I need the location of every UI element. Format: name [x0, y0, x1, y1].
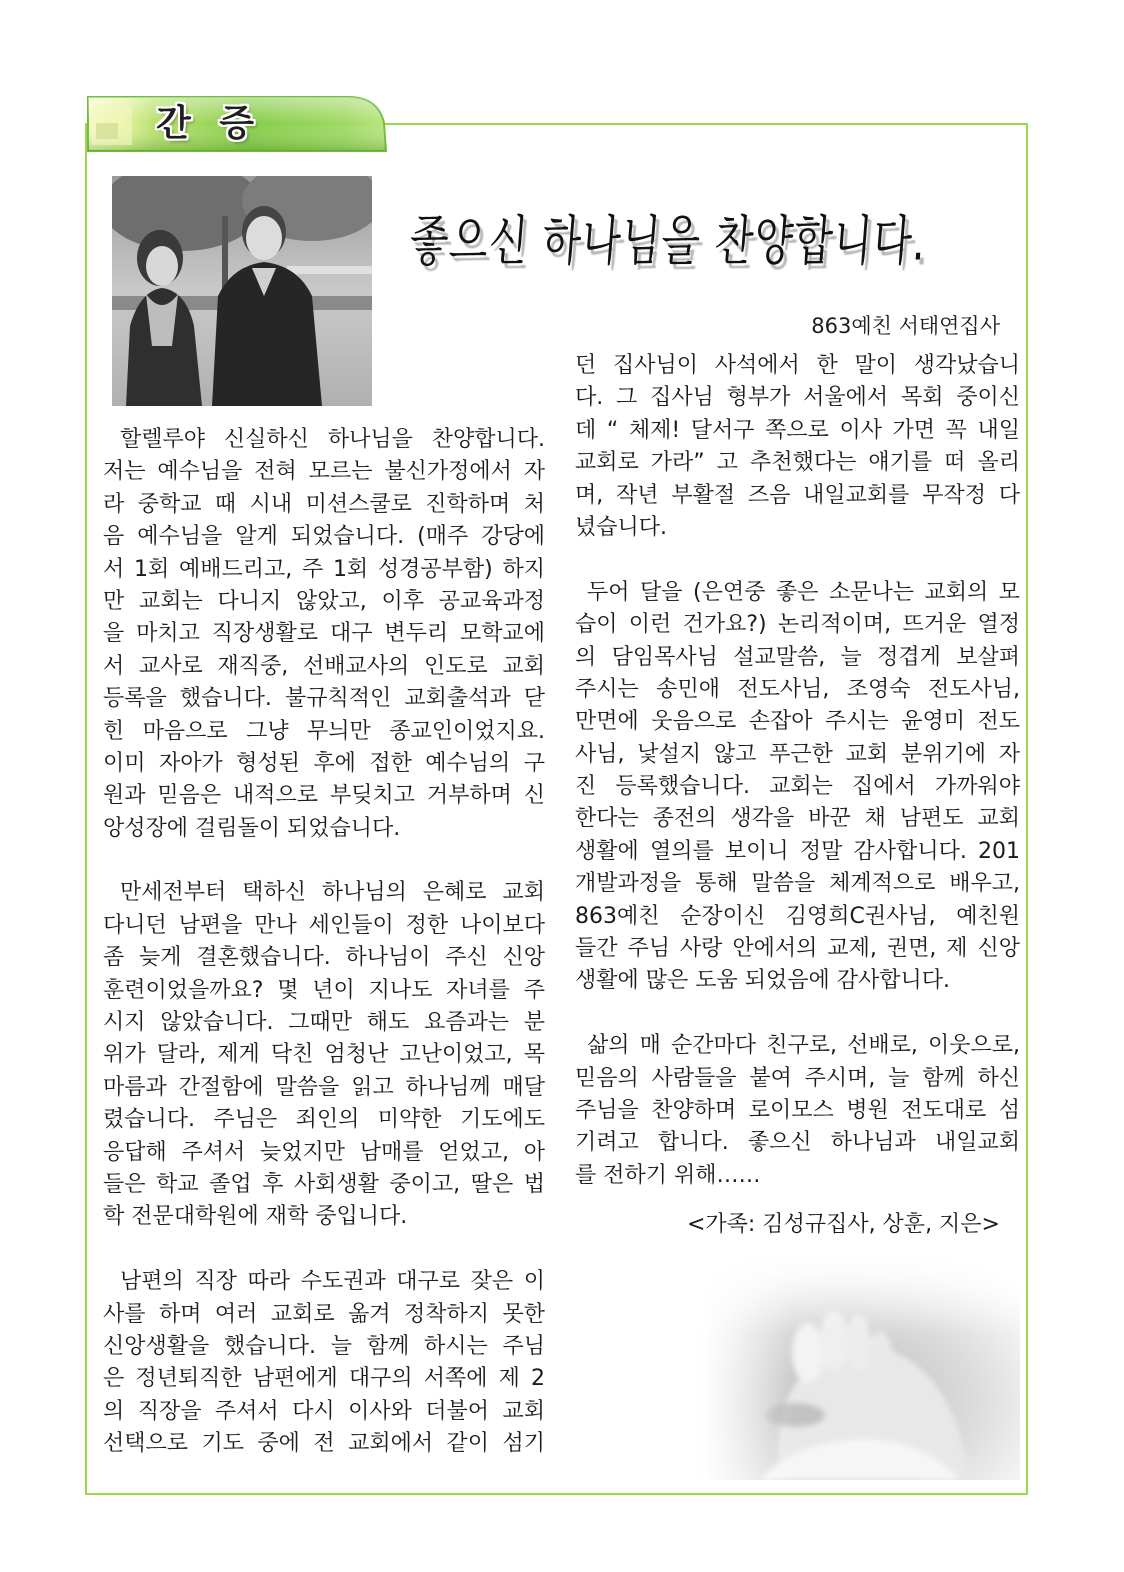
text-line: 훈련이었을까요? 몇 년이 지나도 자녀를 주: [103, 977, 545, 1003]
text-line: 마름과 간절함에 말씀을 읽고 하나님께 매달: [103, 1074, 545, 1100]
text-line: 삶의 매 순간마다 친구로, 선배로, 이웃으로,: [587, 1033, 1020, 1059]
text-line: 사님, 낯설지 않고 푸근한 교회 분위기에 자: [575, 741, 1020, 767]
text-line: 의 담임목사님 설교말씀, 늘 정겹게 보살펴: [575, 644, 1020, 670]
family-note: <가족: 김성규집사, 상훈, 지은>: [686, 1212, 1000, 1237]
text-line: 습이 이런 건가요?) 논리적이며, 뜨거운 열정: [575, 612, 1020, 638]
text-line: 주님을 찬양하며 로이모스 병원 전도대로 섬: [575, 1097, 1020, 1123]
text-line: 기려고 합니다. 좋으신 하나님과 내일교회: [575, 1130, 1020, 1156]
left-text-column: [103, 424, 545, 1493]
right-text-column: [575, 350, 1020, 1225]
text-line: 를 전하기 위해……: [575, 1162, 761, 1188]
text-line: 진 등록했습니다. 교회는 집에서 가까워야: [575, 774, 1020, 800]
couple-photo: [112, 176, 372, 406]
text-line: 생활에 많은 도움 되었음에 감사합니다.: [575, 968, 950, 994]
text-line: 데 “ 체제! 달서구 쪽으로 이사 가면 꼭 내일: [575, 417, 1020, 443]
text-line: 학 전문대학원에 재학 중입니다.: [103, 1204, 408, 1230]
text-line: 들간 주님 사랑 안에서의 교제, 권면, 제 신앙: [575, 936, 1020, 962]
text-line: 신앙생활을 했습니다. 늘 함께 하시는 주님: [103, 1333, 545, 1359]
paragraph: [103, 1266, 545, 1460]
text-line: 좀 늦게 결혼했습니다. 하나님이 주신 신앙: [103, 945, 545, 971]
text-line: 서 1회 예배드리고, 주 1회 성경공부함) 하지: [103, 556, 545, 582]
text-line: 은 정년퇴직한 남편에게 대구의 서쪽에 제 2: [103, 1366, 545, 1392]
hands-photo: [700, 1255, 1020, 1480]
text-line: 주시는 송민애 전도사님, 조영숙 전도사님,: [575, 676, 1020, 702]
text-line: 음 예수님을 알게 되었습니다. (매주 강당에: [103, 524, 545, 550]
text-line: 라 중학교 때 시내 미션스쿨로 진학하며 처: [103, 491, 545, 517]
paragraph: [575, 1030, 1020, 1192]
text-line: 힌 마음으로 그냥 무늬만 종교인이었지요.: [103, 718, 545, 744]
text-line: 등록을 했습니다. 불규칙적인 교회출석과 닫: [103, 686, 545, 712]
text-line: 만면에 웃음으로 손잡아 주시는 윤영미 전도: [575, 709, 1020, 735]
paragraph: [575, 350, 1020, 544]
text-line: 원과 믿음은 내적으로 부딪치고 거부하며 신: [103, 783, 545, 809]
text-line: 던 집사님이 사석에서 한 말이 생각났습니: [575, 353, 1020, 378]
text-line: 믿음의 사람들을 붙여 주시며, 늘 함께 하신: [575, 1065, 1020, 1091]
paragraph: [103, 877, 545, 1233]
text-line: 다니던 남편을 만나 세인들이 정한 나이보다: [103, 912, 545, 938]
text-line: 다. 그 집사님 형부가 서울에서 목회 중이신: [575, 385, 1020, 411]
text-line: 이미 자아가 형성된 후에 접한 예수님의 구: [103, 750, 545, 776]
section-title: 간 증: [156, 103, 263, 144]
text-line: 생활에 열의를 보이니 정말 감사합니다. 201: [575, 838, 1020, 864]
text-line: 만세전부터 택하신 하나님의 은혜로 교회: [120, 880, 545, 906]
text-line: 개발과정을 통해 말씀을 체계적으로 배우고,: [575, 871, 1020, 897]
paragraph: [575, 577, 1020, 998]
text-line: 만 교회는 다니지 않았고, 이후 공교육과정: [103, 588, 545, 614]
text-line: 사를 하며 여러 교회로 옮겨 정착하지 못한: [103, 1301, 545, 1327]
text-line: 며, 작년 부활절 즈음 내일교회를 무작정 다: [575, 482, 1020, 508]
text-line: 서 교사로 재직중, 선배교사의 인도로 교회: [103, 653, 545, 679]
text-line: 교회로 가라” 고 추천했다는 얘기를 떠 올리: [575, 450, 1020, 476]
text-line: 앙성장에 걸림돌이 되었습니다.: [103, 815, 401, 841]
text-line: 응답해 주셔서 늦었지만 남매를 얻었고, 아: [103, 1139, 545, 1165]
text-line: 남편의 직장 따라 수도권과 대구로 잦은 이: [120, 1269, 545, 1295]
text-line: 녔습니다.: [575, 514, 668, 540]
text-line: 할렐루야 신실하신 하나님을 찬양합니다.: [120, 427, 545, 452]
text-line: 들은 학교 졸업 후 사회생활 중이고, 딸은 법: [103, 1171, 545, 1197]
text-line: 두어 달을 (은연중 좋은 소문나는 교회의 모: [587, 579, 1020, 605]
text-line: 시지 않았습니다. 그때만 해도 요즘과는 분: [103, 1010, 545, 1036]
paragraph: [103, 424, 545, 845]
text-line: 한다는 종전의 생각을 바꾼 채 남편도 교회: [575, 806, 1020, 832]
text-line: 선택으로 기도 중에 전 교회에서 같이 섬기: [103, 1431, 545, 1457]
text-line: 위가 달라, 제게 닥친 엄청난 고난이었고, 목: [103, 1042, 545, 1068]
author-byline: 863예친 서태연집사: [811, 314, 1000, 338]
article-title: 좋으신 하나님을 찬양합니다.: [407, 210, 929, 273]
text-line: 저는 예수님을 전혀 모르는 불신가정에서 자: [103, 459, 545, 485]
text-line: 의 직장을 주셔서 다시 이사와 더불어 교회: [103, 1398, 545, 1424]
text-line: 863예친 순장이신 김영희C권사님, 예친원: [575, 903, 1020, 929]
text-line: 을 마치고 직장생활로 대구 변두리 모학교에: [103, 621, 545, 647]
text-line: 렸습니다. 주님은 죄인의 미약한 기도에도: [103, 1107, 545, 1133]
